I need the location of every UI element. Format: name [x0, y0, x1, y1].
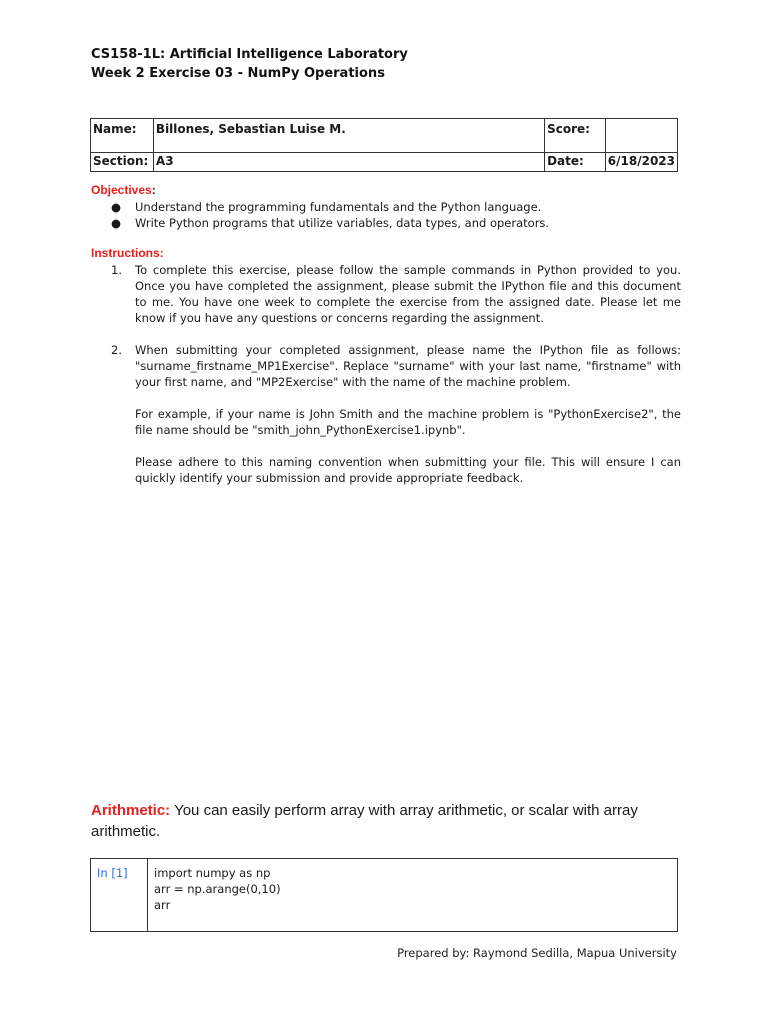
- objectives-list: [91, 199, 681, 231]
- code-line: import numpy as np: [154, 866, 271, 880]
- bullet-icon: ●: [111, 216, 122, 230]
- instruction-paragraph: For example, if your name is John Smith and the machine problem is "PythonExercise2", the file name should be "smith_john_PythonExercise1.ipynb".: [135, 407, 681, 437]
- name-value: Billones, Sebastian Luise M.: [153, 119, 544, 153]
- instruction-item: [91, 342, 681, 486]
- arithmetic-heading: Arithmetic:: [91, 802, 171, 819]
- section-label: Section:: [91, 153, 154, 172]
- objectives-colon: :: [151, 183, 156, 197]
- objectives-heading: [91, 183, 681, 197]
- bullet-icon: ●: [111, 200, 122, 214]
- instruction-paragraph: When submitting your completed assignment, please name the IPython file as follows: "surname_firstname_MP1Exercise". Replace "surname" with your last name, "firstname" with your first name, and "MP2Exercise" with the name of the machine problem.: [135, 343, 681, 389]
- section-value: A3: [153, 153, 544, 172]
- instructions-section: [91, 246, 681, 486]
- code-cell: [90, 858, 678, 932]
- instruction-paragraph: Please adhere to this naming convention when submitting your file. This will ensure I can quickly identify your submission and provide appropriate feedback.: [135, 455, 681, 485]
- objective-text: Write Python programs that utilize variables, data types, and operators.: [135, 216, 550, 230]
- code-content: [148, 859, 678, 932]
- objective-item: [111, 215, 681, 231]
- code-cell-row: [91, 859, 678, 932]
- instruction-number: 2.: [111, 343, 122, 357]
- date-value: 6/18/2023: [605, 153, 677, 172]
- arithmetic-text: You can easily perform array with array arithmetic, or scalar with array arithmetic.: [91, 802, 638, 840]
- score-label: Score:: [545, 119, 606, 153]
- objective-text: Understand the programming fundamentals and the Python language.: [135, 200, 542, 214]
- objectives-section: [91, 183, 681, 231]
- exercise-title: Week 2 Exercise 03 - NumPy Operations: [91, 66, 385, 81]
- code-line: arr = np.arange(0,10): [154, 882, 281, 896]
- objective-item: [111, 199, 681, 215]
- student-info-table: [90, 118, 678, 172]
- page-footer: Prepared by: Raymond Sedilla, Mapua University: [397, 946, 677, 960]
- info-row-name: [91, 119, 678, 153]
- course-title: CS158-1L: Artificial Intelligence Laboratory: [91, 47, 408, 62]
- arithmetic-intro: [91, 800, 686, 842]
- instruction-number: 1.: [111, 263, 122, 277]
- instruction-paragraph: To complete this exercise, please follow the sample commands in Python provided to you. Once you have completed the assignment, please submit the IPython file and this document to me. You have one week to complete the exercise from the assigned date. Please let me know if you have any questions or concerns regarding the assignment.: [135, 263, 681, 325]
- instructions-title: Instructions:: [91, 246, 164, 260]
- code-prompt: In [1]: [91, 859, 148, 932]
- code-line: arr: [154, 898, 171, 912]
- name-label: Name:: [91, 119, 154, 153]
- instruction-item: [91, 262, 681, 326]
- document-header: [91, 45, 408, 83]
- objectives-title: Objectives: [91, 183, 152, 197]
- score-value: [605, 119, 677, 153]
- info-row-section: [91, 153, 678, 172]
- date-label: Date:: [545, 153, 606, 172]
